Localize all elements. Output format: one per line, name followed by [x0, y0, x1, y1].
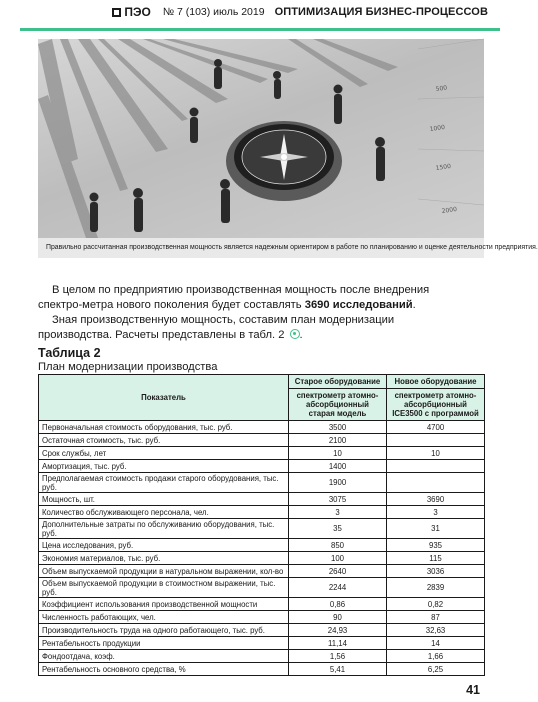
header-new-desc: спектрометр атомно-абсорбционный ICE3500 с программой — [392, 391, 479, 418]
row-label: Первоначальная стоимость оборудования, тыс. руб. — [39, 421, 289, 434]
issue-info: № 7 (103) июль 2019 — [162, 6, 265, 18]
row-label: Количество обслуживающего персонала, чел. — [39, 506, 289, 519]
row-new-value: 32,63 — [387, 624, 485, 637]
row-new-value: 6,25 — [387, 663, 485, 676]
row-old-value: 11,14 — [289, 637, 387, 650]
row-new-value: 10 — [387, 447, 485, 460]
table-row — [39, 578, 485, 598]
capacity-value: 3690 исследований — [304, 298, 413, 311]
header-row — [112, 5, 488, 19]
paragraph-capacity-end: . — [412, 298, 416, 311]
table-row — [39, 473, 485, 493]
table-row — [39, 447, 485, 460]
photo-caption: Правильно рассчитанная производственная мощность является надежным ориентиром в работе по планированию и оценке деятельности предприятия. — [38, 238, 484, 258]
row-old-value: 850 — [289, 539, 387, 552]
row-old-value: 3500 — [289, 421, 387, 434]
table-row — [39, 565, 485, 578]
page-number: 41 — [466, 683, 480, 697]
table-row — [39, 598, 485, 611]
modernization-table — [38, 374, 485, 676]
row-old-value: 3075 — [289, 493, 387, 506]
row-new-value: 14 — [387, 637, 485, 650]
row-label: Дополнительные затраты по обслуживанию оборудования, тыс. руб. — [39, 519, 289, 539]
row-new-value: 935 — [387, 539, 485, 552]
photo-illustration — [38, 39, 484, 238]
row-label: Срок службы, лет — [39, 447, 289, 460]
row-label: Амортизация, тыс. руб. — [39, 460, 289, 473]
row-old-value: 10 — [289, 447, 387, 460]
row-label: Объем выпускаемой продукции в стоимостном выражении, тыс. руб. — [39, 578, 289, 598]
table-row — [39, 506, 485, 519]
row-new-value: 115 — [387, 552, 485, 565]
table-row — [39, 493, 485, 506]
table-subtitle: План модернизации производства — [38, 361, 218, 373]
table-title: Таблица 2 — [38, 346, 101, 360]
row-new-value: 1,66 — [387, 650, 485, 663]
row-new-value: 2839 — [387, 578, 485, 598]
row-new-value — [387, 434, 485, 447]
scale-label-1500: 1500 — [435, 162, 452, 172]
table-row — [39, 539, 485, 552]
row-new-value: 87 — [387, 611, 485, 624]
row-new-value: 31 — [387, 519, 485, 539]
header-new-title: Новое оборудование — [387, 377, 484, 389]
row-label: Рентабельность основного средства, % — [39, 663, 289, 676]
table-reference-icon[interactable] — [290, 329, 300, 339]
row-old-value: 2244 — [289, 578, 387, 598]
row-new-value: 3036 — [387, 565, 485, 578]
row-label: Предполагаемая стоимость продажи старого оборудования, тыс. руб. — [39, 473, 289, 493]
row-label: Остаточная стоимость, тыс. руб. — [39, 434, 289, 447]
table-row — [39, 519, 485, 539]
row-label: Производительность труда на одного работающего, тыс. руб. — [39, 624, 289, 637]
scale-label-1000: 1000 — [429, 123, 446, 133]
row-label: Мощность, шт. — [39, 493, 289, 506]
paragraph-capacity — [38, 283, 468, 312]
row-new-value: 0,82 — [387, 598, 485, 611]
row-new-value — [387, 473, 485, 493]
row-label: Коэффициент использования производственной мощности — [39, 598, 289, 611]
table-row — [39, 663, 485, 676]
row-label: Цена исследования, руб. — [39, 539, 289, 552]
row-old-value: 1,56 — [289, 650, 387, 663]
row-new-value: 3690 — [387, 493, 485, 506]
table-row — [39, 650, 485, 663]
row-new-value — [387, 460, 485, 473]
row-new-value: 4700 — [387, 421, 485, 434]
row-old-value: 1900 — [289, 473, 387, 493]
paragraph-plan — [38, 313, 468, 342]
row-old-value: 1400 — [289, 460, 387, 473]
table-row — [39, 611, 485, 624]
table-row — [39, 434, 485, 447]
header-new-equipment — [387, 375, 485, 421]
row-label: Экономия материалов, тыс. руб. — [39, 552, 289, 565]
row-old-value: 5,41 — [289, 663, 387, 676]
paragraph-capacity-start: В целом по предприятию производственная мощность после внедрения спектро-метра нового поколения будет составлять — [38, 284, 430, 311]
paragraph-plan-text: Зная производственную мощность, составим план модернизации производства. Расчеты представлены в табл. 2 — [38, 314, 395, 341]
row-old-value: 2640 — [289, 565, 387, 578]
header-old-equipment — [289, 375, 387, 421]
journal-logo-text: ПЭО — [124, 5, 151, 19]
row-old-value: 2100 — [289, 434, 387, 447]
header-old-desc: спектрометр атомно-абсорбционный старая модель — [296, 391, 379, 418]
row-label: Численность работающих, чел. — [39, 611, 289, 624]
header-indicator: Показатель — [39, 375, 289, 421]
table-row — [39, 421, 485, 434]
row-label: Фондоотдача, коэф. — [39, 650, 289, 663]
table-row — [39, 552, 485, 565]
header-old-title: Старое оборудование — [289, 377, 386, 389]
row-new-value: 3 — [387, 506, 485, 519]
row-old-value: 100 — [289, 552, 387, 565]
row-old-value: 35 — [289, 519, 387, 539]
table-row — [39, 460, 485, 473]
row-label: Объем выпускаемой продукции в натуральном выражении, кол-во — [39, 565, 289, 578]
row-old-value: 3 — [289, 506, 387, 519]
table-row — [39, 624, 485, 637]
paragraph-plan-dot: . — [299, 328, 303, 341]
row-old-value: 24,93 — [289, 624, 387, 637]
section-title: ОПТИМИЗАЦИЯ БИЗНЕС-ПРОЦЕССОВ — [274, 6, 488, 18]
scale-label-500: 500 — [435, 84, 448, 93]
page-header — [20, 0, 500, 31]
row-old-value: 0,86 — [289, 598, 387, 611]
row-old-value: 90 — [289, 611, 387, 624]
scale-label-2000: 2000 — [441, 205, 458, 215]
article-photo — [38, 39, 484, 238]
row-label: Рентабельность продукции — [39, 637, 289, 650]
journal-logo-icon — [112, 8, 121, 17]
table-row — [39, 637, 485, 650]
